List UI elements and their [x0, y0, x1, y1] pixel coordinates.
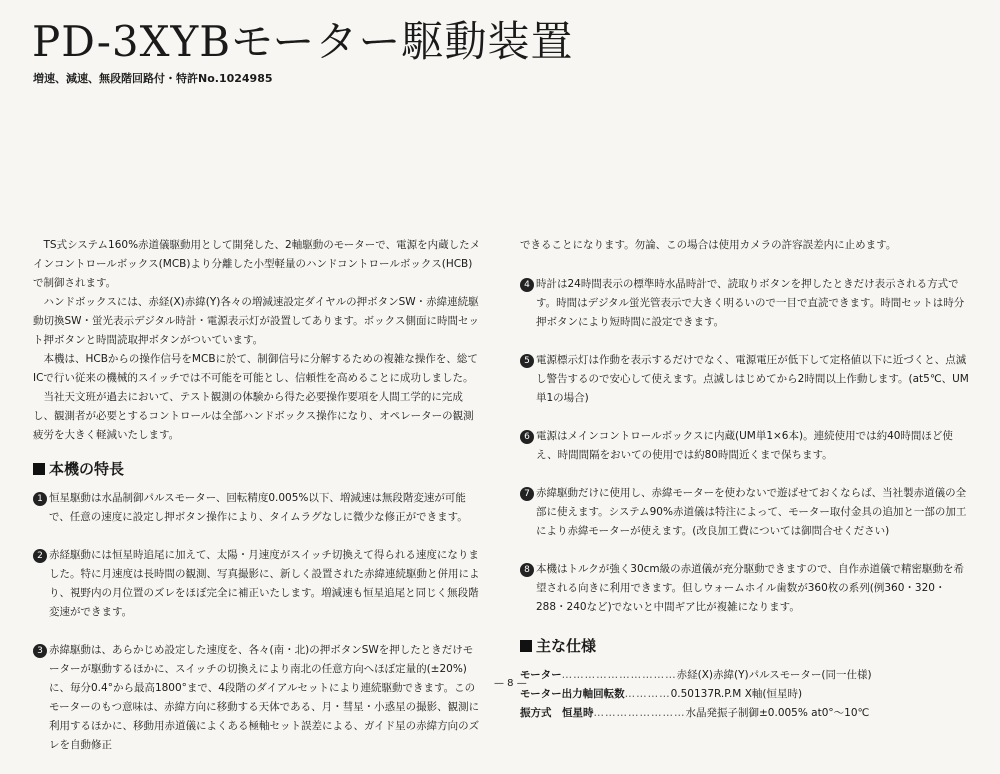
- number-badge-icon: 6: [520, 430, 534, 444]
- feature-item: [33, 641, 481, 755]
- feature-text: 赤経駆動には恒星時追尾に加えて、太陽・月速度がスイッチ切換えて得られる速度になりました。特に月速度は長時間の観測、写真撮影に、新しく設置された赤緯連続駆動と併用により、視野内の月位置のズレをほぼ完全に補正いたします。増減速も恒星追尾と同じく無段階変速ができます。: [49, 549, 480, 618]
- page-number: — 8 —: [494, 678, 527, 689]
- features-heading: 本機の特長: [33, 459, 481, 479]
- feature-text: 電源標示灯は作動を表示するだけでなく、電源電圧が低下して定格値以下に近づくと、点滅し警告するので安心して使えます。点滅しはじめてから2時間以上作動します。(at5℃、UM単1の場合): [536, 354, 969, 404]
- feature-item: [520, 275, 970, 332]
- spec-leader: …………………………: [561, 669, 677, 681]
- spec-value: 0.50137R.P.M X軸(恒星時): [670, 688, 803, 700]
- spec-row: [520, 666, 970, 685]
- feature-text: 赤緯駆動は、あらかじめ設定した速度を、各々(南・北)の押ボタンSWを押したときだけモーターが駆動するほかに、スイッチの切換えにより南北の任意方向へほぼ定量的(±20%)に、毎分0.4°から最高1800°まで、4段階のダイアルセットにより連続駆動できます。このモーターのもつ意味は、赤緯方向に移動する天体である、月・彗星・小惑星の撮影、観測に利用するほかに、移動用赤道儀によくある極軸セット誤差による、ガイド星の赤緯方向のズレを自動修正: [49, 644, 480, 751]
- spec-key: 振方式 恒星時: [520, 707, 594, 719]
- right-column: [520, 236, 970, 723]
- spec-key: モーター: [520, 669, 562, 681]
- spec-row: [520, 685, 970, 704]
- number-badge-icon: 7: [520, 487, 534, 501]
- spec-value: 赤経(X)赤緯(Y)パルスモーター(同一仕様): [676, 669, 872, 681]
- number-badge-icon: 8: [520, 563, 534, 577]
- number-badge-icon: 1: [33, 492, 47, 506]
- spec-leader: …………: [624, 688, 671, 700]
- feature-text: 恒星駆動は水晶制御パルスモーター、回転精度0.005%以下、増減速は無段階変速が可能で、任意の速度に設定し押ボタン操作により、タイムラグなしに微少な修正ができます。: [49, 492, 468, 523]
- feature-item: [520, 560, 970, 617]
- feature-item: [520, 351, 970, 408]
- spec-leader: ……………………: [593, 707, 686, 719]
- number-badge-icon: 5: [520, 354, 534, 368]
- feature-text: 電源はメインコントロールボックスに内蔵(UM単1×6本)。連続使用では約40時間ほど使え、時間間隔をおいての使用では約80時間近くまで保ちます。: [536, 430, 953, 461]
- intro-paragraph: 本機は、HCBからの操作信号をMCBに於て、制御信号に分解するための複雑な操作を、総てICで行い従来の機械的スイッチでは不可能を可能とし、信頼性を高めることに成功しました。: [33, 353, 478, 384]
- feature-text: 赤緯駆動だけに使用し、赤緯モーターを使わないで遊ばせておくならば、当社製赤道儀の全部に使えます。システム90%赤道儀は特注によって、モーター取付金具の追加と一部の加工により赤緯モーターが使えます。(改良加工費については御問合せください): [536, 487, 967, 537]
- number-badge-icon: 4: [520, 278, 534, 292]
- feature-item: [520, 484, 970, 541]
- continued-text: できることになります。勿論、この場合は使用カメラの許容誤差内に止めます。: [520, 239, 897, 251]
- square-bullet-icon: [33, 463, 45, 475]
- intro-paragraph: 当社天文班が過去において、テスト観測の体験から得た必要操作要項を人間工学的に完成し、観測者が必要とするコントロールは全部ハンドボックス操作になり、オペレーターの観測疲労を大きく軽減いたします。: [33, 391, 474, 441]
- page-subtitle: 増速、減速、無段階回路付・特許No.1024985: [33, 72, 273, 85]
- left-column: [33, 236, 481, 774]
- feature-text: 本機はトルクが強く30cm級の赤道儀が充分駆動できますので、自作赤道儀で精密駆動を希望される向きに利用できます。但しウォームホイル歯数が360枚の系列(例360・320・288・240など)でないと中間ギア比が複雑になります。: [536, 563, 964, 613]
- feature-item: [33, 489, 481, 527]
- spec-value: 水晶発振子制御±0.005% at0°〜10℃: [685, 707, 870, 719]
- specs-heading: 主な仕様: [520, 636, 970, 656]
- feature-text: 時計は24時間表示の標準時水晶時計で、読取りボタンを押したときだけ表示される方式です。時間はデジタル蛍光管表示で大きく明るいので一目で直読できます。時間セットは時分押ボタンにより短時間に設定できます。: [536, 278, 965, 328]
- intro-paragraph: ハンドボックスには、赤経(X)赤緯(Y)各々の増減速設定ダイヤルの押ボタンSW・赤緯連続駆動切換SW・蛍光表示デジタル時計・電源表示灯が設置してあります。ボックス側面に時間セット押ボタンと時間読取押ボタンがついています。: [33, 296, 479, 346]
- page-title: PD-3XYBモーター駆動装置: [32, 17, 574, 66]
- number-badge-icon: 3: [33, 644, 47, 658]
- spec-row: [520, 704, 970, 723]
- number-badge-icon: 2: [33, 549, 47, 563]
- intro-paragraph: TS式システム160%赤道儀駆動用として開発した、2軸駆動のモーターで、電源を内蔵したメインコントロールボックス(MCB)より分離した小型軽量のハンドコントロールボックス(HCB)で制御されます。: [33, 239, 481, 289]
- spec-key: モーター出力軸回転数: [520, 688, 625, 700]
- square-bullet-icon: [520, 640, 532, 652]
- feature-item: [520, 427, 970, 465]
- feature-item: [33, 546, 481, 622]
